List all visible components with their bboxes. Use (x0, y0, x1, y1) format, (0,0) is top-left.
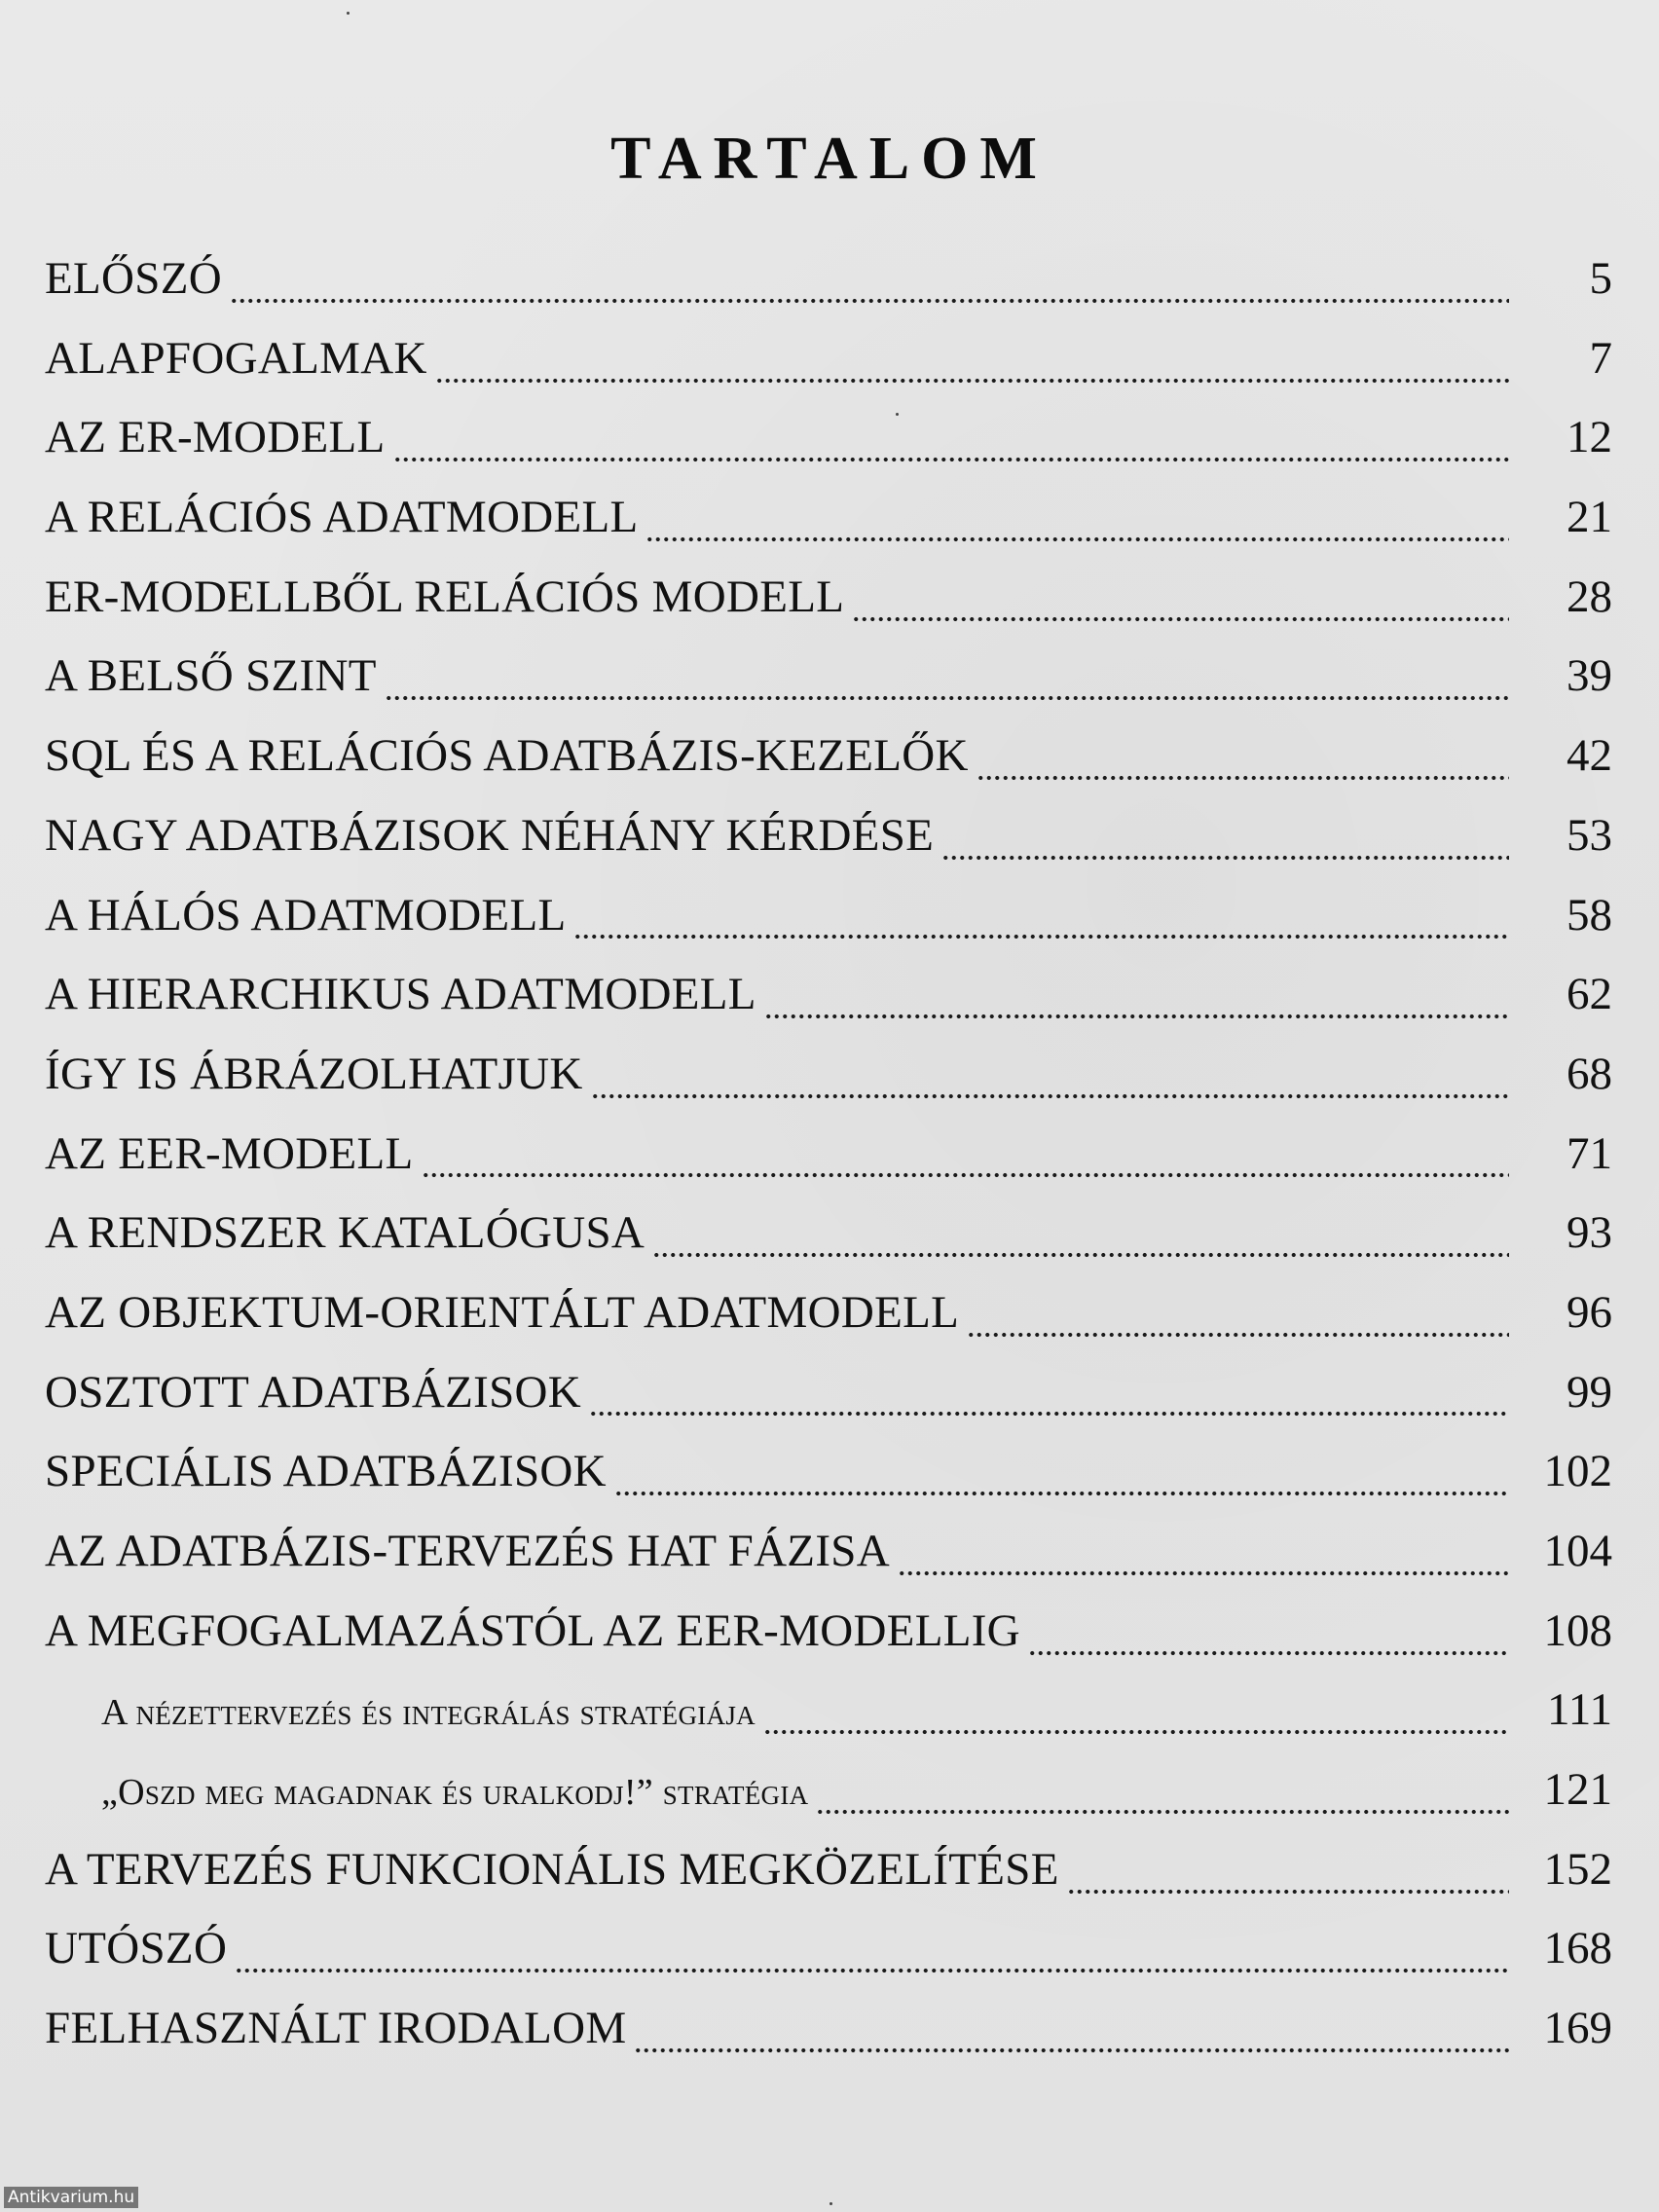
toc-page-number: 152 (1543, 1843, 1612, 1895)
toc-entry-label: A RENDSZER KATALÓGUSA (45, 1207, 645, 1259)
toc-entry (45, 1353, 1612, 1433)
toc-entry (45, 717, 1612, 796)
toc-entry-label: ALAPFOGALMAK (45, 332, 427, 384)
toc-dot-leader (589, 1411, 1509, 1417)
toc-entry (45, 796, 1612, 876)
toc-dot-leader (967, 1332, 1509, 1338)
toc-page-number: 93 (1567, 1207, 1612, 1259)
toc-dot-leader (385, 695, 1509, 701)
toc-entry (45, 319, 1612, 399)
toc-page-number: 12 (1567, 412, 1612, 463)
toc-subentry-label: „Oszd meg magadnak és uralkodj!” stratégia (101, 1772, 809, 1814)
toc-entry (45, 1115, 1612, 1195)
toc-entry-label: A BELSŐ SZINT (45, 650, 377, 702)
toc-page-number: 62 (1567, 969, 1612, 1020)
toc-dot-leader (235, 1968, 1509, 1973)
toc-entry-label: SPECIÁLIS ADATBÁZISOK (45, 1446, 607, 1497)
toc-dot-leader (573, 934, 1509, 940)
toc-dot-leader (764, 1014, 1509, 1019)
toc-dot-leader (435, 378, 1509, 384)
toc-entry-label: FELHASZNÁLT IRODALOM (45, 2003, 627, 2054)
toc-entry (45, 558, 1612, 638)
toc-dot-leader (977, 775, 1509, 781)
toc-page-number: 68 (1567, 1048, 1612, 1099)
toc-entry (45, 1989, 1612, 2069)
toc-entry-label: NAGY ADATBÁZISOK NÉHÁNY KÉRDÉSE (45, 809, 935, 861)
toc-dot-leader (591, 1093, 1509, 1099)
toc-subentry-label: A nézettervezés és integrálás stratégiája (101, 1692, 756, 1734)
toc-dot-leader (645, 536, 1509, 542)
toc-dot-leader (634, 2047, 1509, 2053)
toc-entry-label: AZ EER-MODELL (45, 1127, 414, 1179)
toc-entry (45, 1830, 1612, 1910)
toc-entry-label: ELŐSZÓ (45, 253, 222, 304)
toc-page-number: 99 (1567, 1366, 1612, 1418)
toc-entry-label: ÍGY IS ÁBRÁZOLHATJUK (45, 1048, 583, 1099)
toc-entry-label: AZ ER-MODELL (45, 412, 386, 463)
toc-page-number: 104 (1543, 1526, 1612, 1576)
toc-entry (45, 1909, 1612, 1989)
toc-page-number: 121 (1543, 1764, 1612, 1816)
toc-dot-leader (393, 457, 1509, 462)
toc-dot-leader (1067, 1889, 1509, 1895)
toc-page-number: 53 (1567, 809, 1612, 861)
toc-entry (45, 1432, 1612, 1512)
toc-page-number: 169 (1543, 2003, 1612, 2054)
toc-entry-label: A HÁLÓS ADATMODELL (45, 889, 567, 940)
toc-entry (45, 1194, 1612, 1273)
toc-dot-leader (652, 1252, 1509, 1258)
toc-entry-label: AZ ADATBÁZIS-TERVEZÉS HAT FÁZISA (45, 1526, 890, 1576)
paper-speck (830, 2202, 832, 2205)
toc-page-number: 108 (1543, 1604, 1612, 1656)
toc-entry (45, 637, 1612, 717)
toc-entry (45, 240, 1612, 319)
toc-page-number: 71 (1567, 1127, 1612, 1179)
toc-entry (45, 478, 1612, 558)
toc-page-number: 96 (1567, 1286, 1612, 1338)
toc-entry (45, 1592, 1612, 1672)
toc-page-number: 58 (1567, 889, 1612, 940)
toc-page-number: 168 (1543, 1923, 1612, 1974)
toc-page-number: 21 (1567, 492, 1612, 543)
toc-dot-leader (941, 855, 1509, 861)
paper-speck (347, 12, 350, 15)
table-of-contents (45, 240, 1612, 2069)
toc-dot-leader (230, 298, 1509, 304)
toc-entry (45, 1273, 1612, 1353)
toc-subentry (45, 1751, 1612, 1830)
toc-page-number: 39 (1567, 650, 1612, 702)
toc-entry-label: A RELÁCIÓS ADATMODELL (45, 492, 639, 543)
toc-page-number: 102 (1543, 1446, 1612, 1497)
toc-page-number: 42 (1567, 730, 1612, 782)
toc-entry-label: ER-MODELLBŐL RELÁCIÓS MODELL (45, 571, 845, 622)
toc-entry (45, 876, 1612, 956)
toc-page-number: 111 (1546, 1684, 1612, 1736)
toc-entry-label: A TERVEZÉS FUNKCIONÁLIS MEGKÖZELÍTÉSE (45, 1843, 1059, 1895)
toc-dot-leader (852, 616, 1509, 622)
toc-entry-label: OSZTOTT ADATBÁZISOK (45, 1366, 582, 1418)
watermark: Antikvarium.hu (4, 2187, 138, 2208)
toc-entry-label: A MEGFOGALMAZÁSTÓL AZ EER-MODELLIG (45, 1604, 1020, 1656)
toc-entry-label: A HIERARCHIKUS ADATMODELL (45, 969, 756, 1020)
toc-subentry (45, 1671, 1612, 1751)
toc-dot-leader (816, 1809, 1509, 1815)
toc-entry-label: SQL ÉS A RELÁCIÓS ADATBÁZIS-KEZELŐK (45, 730, 969, 782)
toc-dot-leader (898, 1570, 1509, 1576)
toc-page-number: 7 (1589, 332, 1612, 384)
toc-page-number: 5 (1589, 253, 1612, 304)
toc-entry (45, 398, 1612, 478)
toc-entry (45, 1035, 1612, 1115)
toc-dot-leader (763, 1729, 1509, 1735)
page-title: TARTALOM (610, 126, 1049, 192)
toc-entry (45, 1512, 1612, 1592)
toc-entry-label: AZ OBJEKTUM-ORIENTÁLT ADATMODELL (45, 1286, 960, 1338)
toc-dot-leader (422, 1172, 1509, 1178)
toc-entry (45, 955, 1612, 1035)
toc-entry-label: UTÓSZÓ (45, 1923, 228, 1974)
toc-dot-leader (614, 1491, 1509, 1496)
toc-page-number: 28 (1567, 571, 1612, 622)
toc-dot-leader (1028, 1650, 1509, 1656)
